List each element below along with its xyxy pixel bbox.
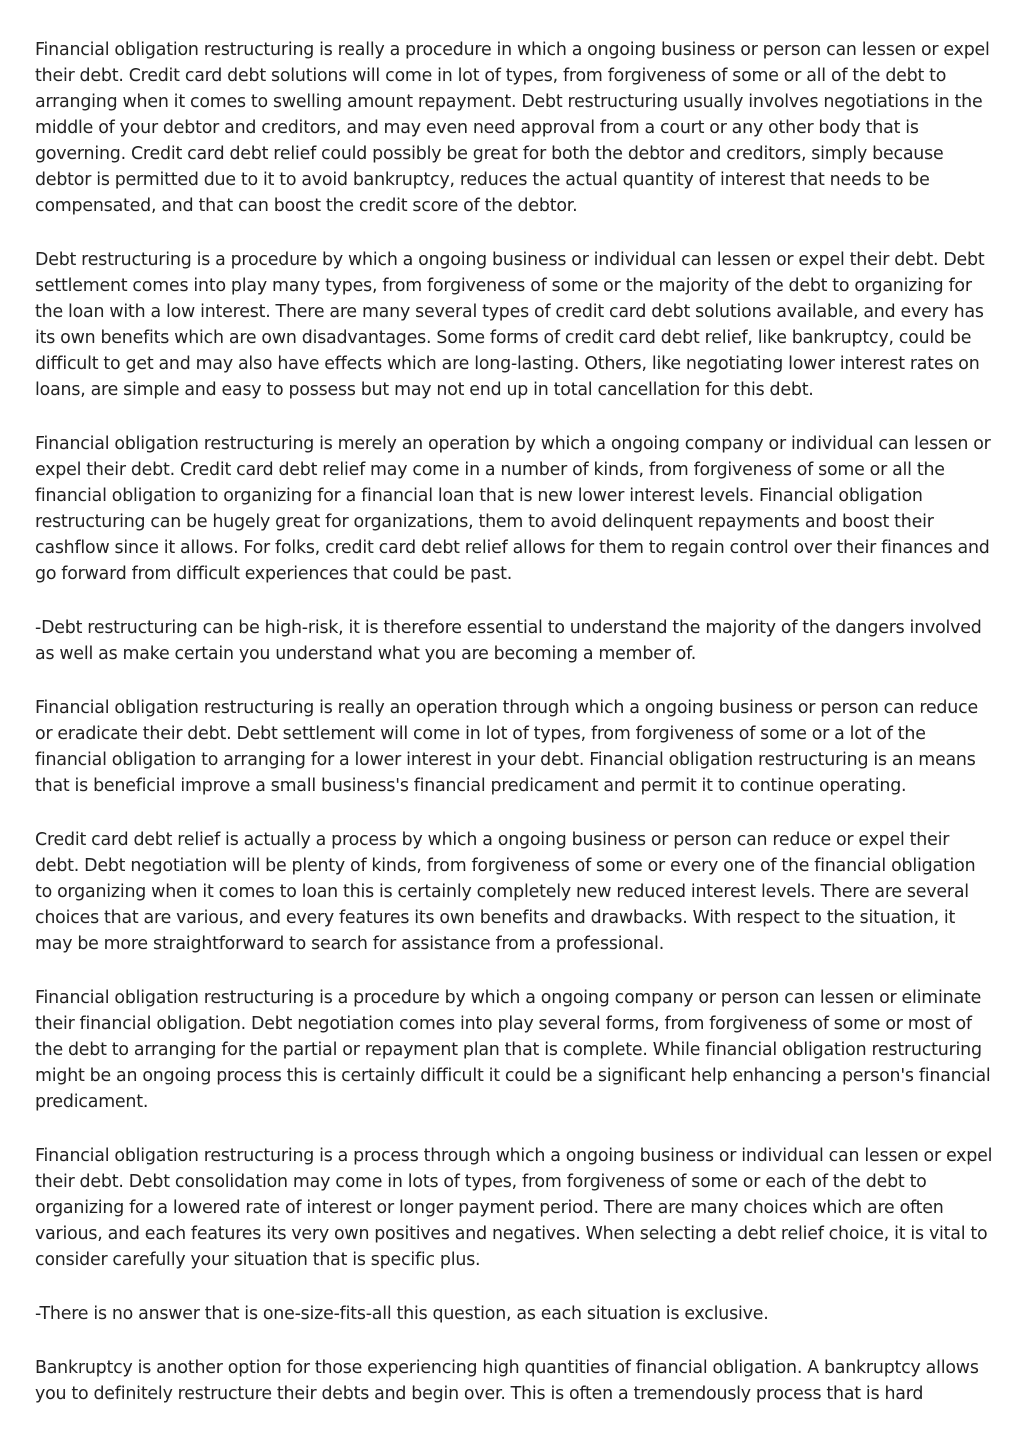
paragraph-2: Debt restructuring is a procedure by which a ongoing business or individual can lessen or expel their debt. Debt settlement comes into play many types, from forgiveness of some or the majority of the debt to organizing for the loan with a low interest. There are many several types of credit card debt solutions available, and every has its own benefits which are own disadvantages. Some forms of credit card debt relief, like bankruptcy, could be difficult to get and may also have effects which are long-lasting. Others, like negotiating lower interest rates on loans, are simple and easy to possess but may not end up in total cancellation for this debt. <box>35 250 985 400</box>
paragraph-4: -Debt restructuring can be high-risk, it is therefore essential to understand the majority of the dangers involved as well as make certain you understand what you are becoming a member of. <box>35 618 982 664</box>
paragraph-6: Credit card debt relief is actually a process by which a ongoing business or person can reduce or expel their debt. Debt negotiation will be plenty of kinds, from forgiveness of some or every one of the financial obligation to organizing when it comes to loan this is certainly completely new reduced interest levels. There are several choices that are various, and every features its own benefits and drawbacks. With respect to the situation, it may be more straightforward to search for assistance from a professional. <box>35 830 976 954</box>
paragraph-5: Financial obligation restructuring is really an operation through which a ongoing business or person can reduce or eradicate their debt. Debt settlement will come in lot of types, from forgiveness of some or a lot of the financial obligation to arranging for a lower interest in your debt. Financial obligation restructuring is an means that is beneficial improve a small business's financial predicament and permit it to continue operating. <box>35 698 978 796</box>
paragraph-10: Bankruptcy is another option for those experiencing high quantities of financial obligation. A bankruptcy allows you to definitely restructure their debts and begin over. This is often a tremendously process that is hard <box>35 1358 979 1404</box>
paragraph-9: -There is no answer that is one-size-fits-all this question, as each situation is exclusive. <box>35 1304 769 1324</box>
document-body <box>35 37 995 1435</box>
paragraph-1: Financial obligation restructuring is really a procedure in which a ongoing business or person can lessen or expel their debt. Credit card debt solutions will come in lot of types, from forgiveness of some or all of the debt to arranging when it comes to swelling amount repayment. Debt restructuring usually involves negotiations in the middle of your debtor and creditors, and may even need approval from a court or any other body that is governing. Credit card debt relief could possibly be great for both the debtor and creditors, simply because debtor is permitted due to it to avoid bankruptcy, reduces the actual quantity of interest that needs to be compensated, and that can boost the credit score of the debtor. <box>35 40 990 216</box>
paragraph-8: Financial obligation restructuring is a process through which a ongoing business or individual can lessen or expel their debt. Debt consolidation may come in lots of types, from forgiveness of some or each of the debt to organizing for a lowered rate of interest or longer payment period. There are many choices which are often various, and each features its very own positives and negatives. When selecting a debt relief choice, it is vital to consider carefully your situation that is specific plus. <box>35 1146 993 1270</box>
paragraph-7: Financial obligation restructuring is a procedure by which a ongoing company or person can lessen or eliminate their financial obligation. Debt negotiation comes into play several forms, from forgiveness of some or most of the debt to arranging for the partial or repayment plan that is complete. While financial obligation restructuring might be an ongoing process this is certainly difficult it could be a significant help enhancing a person's financial predicament. <box>35 988 991 1112</box>
paragraph-3: Financial obligation restructuring is merely an operation by which a ongoing company or individual can lessen or expel their debt. Credit card debt relief may come in a number of kinds, from forgiveness of some or all the financial obligation to organizing for a financial loan that is new lower interest levels. Financial obligation restructuring can be hugely great for organizations, them to avoid delinquent repayments and boost their cashflow since it allows. For folks, credit card debt relief allows for them to regain control over their finances and go forward from difficult experiences that could be past. <box>35 434 991 584</box>
